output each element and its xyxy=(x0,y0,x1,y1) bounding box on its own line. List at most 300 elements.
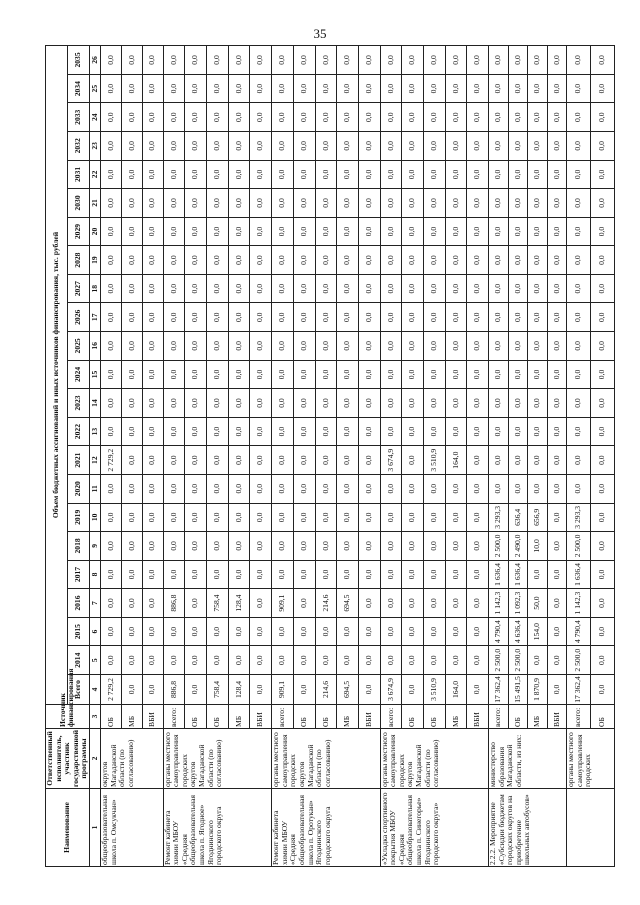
amount-cell: 0,0 xyxy=(100,417,121,446)
amount-cell: 0,0 xyxy=(508,160,527,189)
amount-cell: 0,0 xyxy=(207,446,229,475)
amount-cell: 0,0 xyxy=(358,417,380,446)
header-year: 2028 xyxy=(67,246,89,275)
amount-cell: 0,0 xyxy=(337,417,359,446)
header-year: 2022 xyxy=(67,417,89,446)
funding-source: всего: xyxy=(489,705,508,729)
amount-cell: 0,0 xyxy=(467,532,489,561)
amount-cell: 0,0 xyxy=(185,246,207,275)
rotated-table-wrapper xyxy=(45,45,607,867)
amount-cell: 0,0 xyxy=(100,217,121,246)
amount-cell: 0,0 xyxy=(293,560,315,589)
amount-cell: 0,0 xyxy=(402,532,424,561)
amount-cell: 0,0 xyxy=(445,560,467,589)
item-executor: органы местного самоуправления городских округов Магаданской области (по согласованию) xyxy=(272,729,380,789)
amount-cell: 0,0 xyxy=(528,217,547,246)
amount-cell: 0,0 xyxy=(185,360,207,389)
amount-cell: 0,0 xyxy=(467,503,489,532)
item-executor: округов Магаданской области (по согласованию) xyxy=(100,729,163,789)
item-executor: органы местного самоуправления городских xyxy=(567,729,615,789)
amount-cell: 0,0 xyxy=(250,389,272,418)
amount-cell: 0,0 xyxy=(590,675,614,705)
amount-cell: 0,0 xyxy=(489,274,508,303)
column-number: 10 xyxy=(89,503,100,532)
amount-cell: 0,0 xyxy=(185,160,207,189)
amount-cell: 0,0 xyxy=(293,74,315,103)
amount-cell: 0,0 xyxy=(121,189,142,218)
column-number: 2 xyxy=(89,729,100,789)
table-row xyxy=(489,46,508,867)
amount-cell: 0,0 xyxy=(272,217,294,246)
amount-cell: 0,0 xyxy=(467,389,489,418)
amount-cell: 0,0 xyxy=(528,303,547,332)
amount-cell: 15 491,5 xyxy=(508,675,527,705)
amount-cell: 0,0 xyxy=(163,74,185,103)
header-year: 2020 xyxy=(67,474,89,503)
amount-cell: 0,0 xyxy=(508,332,527,361)
amount-cell: 0,0 xyxy=(547,617,567,646)
column-number: 8 xyxy=(89,560,100,589)
amount-cell: 0,0 xyxy=(272,46,294,75)
amount-cell: 0,0 xyxy=(358,360,380,389)
budget-table xyxy=(45,45,615,867)
amount-cell: 0,0 xyxy=(337,503,359,532)
amount-cell: 0,0 xyxy=(100,389,121,418)
amount-cell: 0,0 xyxy=(121,74,142,103)
amount-cell: 0,0 xyxy=(163,274,185,303)
header-year: 2015 xyxy=(67,617,89,646)
amount-cell: 0,0 xyxy=(121,589,142,618)
amount-cell: 0,0 xyxy=(293,532,315,561)
column-number: 12 xyxy=(89,446,100,475)
amount-cell: 0,0 xyxy=(547,360,567,389)
amount-cell: 0,0 xyxy=(467,160,489,189)
amount-cell: 0,0 xyxy=(293,132,315,161)
amount-cell: 0,0 xyxy=(100,360,121,389)
amount-cell: 0,0 xyxy=(207,503,229,532)
amount-cell: 0,0 xyxy=(567,274,591,303)
amount-cell: 0,0 xyxy=(337,46,359,75)
funding-source: ВБИ xyxy=(358,705,380,729)
amount-cell: 0,0 xyxy=(142,446,163,475)
column-number: 15 xyxy=(89,360,100,389)
header-name: Наименование xyxy=(46,789,90,867)
column-number: 6 xyxy=(89,617,100,646)
funding-source: всего: xyxy=(380,705,402,729)
amount-cell: 0,0 xyxy=(358,74,380,103)
header-year: 2034 xyxy=(67,74,89,103)
amount-cell: 0,0 xyxy=(121,560,142,589)
amount-cell: 0,0 xyxy=(380,132,402,161)
amount-cell: 0,0 xyxy=(508,189,527,218)
amount-cell: 886,8 xyxy=(163,675,185,705)
amount-cell: 0,0 xyxy=(100,332,121,361)
amount-cell: 0,0 xyxy=(207,560,229,589)
amount-cell: 0,0 xyxy=(423,560,445,589)
funding-source: МБ xyxy=(528,705,547,729)
amount-cell: 2 500,0 xyxy=(567,532,591,561)
amount-cell: 0,0 xyxy=(402,46,424,75)
amount-cell: 0,0 xyxy=(228,646,250,675)
amount-cell: 0,0 xyxy=(142,675,163,705)
amount-cell: 0,0 xyxy=(142,589,163,618)
amount-cell: 0,0 xyxy=(445,274,467,303)
amount-cell: 0,0 xyxy=(207,617,229,646)
amount-cell: 0,0 xyxy=(380,360,402,389)
amount-cell: 0,0 xyxy=(207,303,229,332)
amount-cell: 0,0 xyxy=(445,217,467,246)
header-year: 2025 xyxy=(67,332,89,361)
amount-cell: 0,0 xyxy=(250,160,272,189)
header-row-top xyxy=(46,46,68,867)
amount-cell: 0,0 xyxy=(315,303,337,332)
amount-cell: 0,0 xyxy=(315,532,337,561)
column-number-row xyxy=(89,46,100,867)
amount-cell: 0,0 xyxy=(207,474,229,503)
amount-cell: 0,0 xyxy=(489,303,508,332)
amount-cell: 0,0 xyxy=(508,132,527,161)
amount-cell: 0,0 xyxy=(445,389,467,418)
amount-cell: 50,0 xyxy=(528,589,547,618)
amount-cell: 0,0 xyxy=(590,246,614,275)
amount-cell: 0,0 xyxy=(380,246,402,275)
amount-cell: 0,0 xyxy=(293,474,315,503)
amount-cell: 0,0 xyxy=(402,503,424,532)
amount-cell: 0,0 xyxy=(402,189,424,218)
amount-cell: 0,0 xyxy=(489,389,508,418)
amount-cell: 0,0 xyxy=(508,446,527,475)
amount-cell: 0,0 xyxy=(590,160,614,189)
amount-cell: 0,0 xyxy=(100,646,121,675)
amount-cell: 0,0 xyxy=(358,303,380,332)
amount-cell: 0,0 xyxy=(293,617,315,646)
amount-cell: 0,0 xyxy=(508,274,527,303)
amount-cell: 0,0 xyxy=(489,103,508,132)
amount-cell: 0,0 xyxy=(528,103,547,132)
header-year: 2026 xyxy=(67,303,89,332)
amount-cell: 0,0 xyxy=(142,103,163,132)
column-number: 3 xyxy=(89,705,100,729)
amount-cell: 0,0 xyxy=(142,189,163,218)
amount-cell: 0,0 xyxy=(590,646,614,675)
amount-cell: 0,0 xyxy=(293,274,315,303)
amount-cell: 2 729,2 xyxy=(100,675,121,705)
amount-cell: 0,0 xyxy=(590,303,614,332)
amount-cell: 0,0 xyxy=(185,503,207,532)
amount-cell: 0,0 xyxy=(250,417,272,446)
amount-cell: 0,0 xyxy=(567,389,591,418)
amount-cell: 0,0 xyxy=(547,446,567,475)
amount-cell: 0,0 xyxy=(528,132,547,161)
amount-cell: 0,0 xyxy=(337,246,359,275)
amount-cell: 0,0 xyxy=(272,360,294,389)
amount-cell: 0,0 xyxy=(402,675,424,705)
amount-cell: 0,0 xyxy=(228,246,250,275)
amount-cell: 0,0 xyxy=(337,303,359,332)
amount-cell: 0,0 xyxy=(423,389,445,418)
amount-cell: 0,0 xyxy=(467,217,489,246)
amount-cell: 0,0 xyxy=(590,617,614,646)
amount-cell: 0,0 xyxy=(528,417,547,446)
amount-cell: 0,0 xyxy=(445,160,467,189)
amount-cell: 0,0 xyxy=(100,246,121,275)
amount-cell: 10,0 xyxy=(528,532,547,561)
table-row xyxy=(380,46,402,867)
amount-cell: 0,0 xyxy=(528,74,547,103)
amount-cell: 2 500,0 xyxy=(489,532,508,561)
amount-cell: 0,0 xyxy=(402,389,424,418)
amount-cell: 0,0 xyxy=(337,274,359,303)
amount-cell: 0,0 xyxy=(142,417,163,446)
amount-cell: 2 500,0 xyxy=(508,646,527,675)
amount-cell: 0,0 xyxy=(250,589,272,618)
amount-cell: 0,0 xyxy=(489,360,508,389)
amount-cell: 0,0 xyxy=(380,189,402,218)
amount-cell: 0,0 xyxy=(358,560,380,589)
amount-cell: 0,0 xyxy=(567,332,591,361)
amount-cell: 0,0 xyxy=(315,474,337,503)
amount-cell: 0,0 xyxy=(337,332,359,361)
amount-cell: 0,0 xyxy=(121,274,142,303)
amount-cell: 0,0 xyxy=(380,332,402,361)
amount-cell: 0,0 xyxy=(380,532,402,561)
amount-cell: 0,0 xyxy=(250,274,272,303)
amount-cell: 0,0 xyxy=(528,246,547,275)
header-funding-group: Объем бюджетных ассигнований и иных источников финансирования, тыс. рублей xyxy=(46,46,68,705)
amount-cell: 0,0 xyxy=(380,389,402,418)
amount-cell: 0,0 xyxy=(121,132,142,161)
amount-cell: 0,0 xyxy=(528,360,547,389)
amount-cell: 0,0 xyxy=(358,46,380,75)
amount-cell: 0,0 xyxy=(207,417,229,446)
amount-cell: 0,0 xyxy=(445,360,467,389)
amount-cell: 0,0 xyxy=(228,132,250,161)
amount-cell: 0,0 xyxy=(337,560,359,589)
amount-cell: 0,0 xyxy=(272,617,294,646)
amount-cell: 0,0 xyxy=(337,189,359,218)
amount-cell: 0,0 xyxy=(445,332,467,361)
amount-cell: 0,0 xyxy=(380,274,402,303)
amount-cell: 0,0 xyxy=(315,103,337,132)
amount-cell: 0,0 xyxy=(163,246,185,275)
amount-cell: 0,0 xyxy=(423,360,445,389)
amount-cell: 0,0 xyxy=(380,303,402,332)
amount-cell: 0,0 xyxy=(445,646,467,675)
amount-cell: 0,0 xyxy=(423,332,445,361)
amount-cell: 0,0 xyxy=(121,474,142,503)
amount-cell: 0,0 xyxy=(402,103,424,132)
column-number: 1 xyxy=(89,789,100,867)
amount-cell: 0,0 xyxy=(380,560,402,589)
funding-source: ВБИ xyxy=(250,705,272,729)
amount-cell: 0,0 xyxy=(121,646,142,675)
amount-cell: 0,0 xyxy=(272,274,294,303)
amount-cell: 0,0 xyxy=(423,589,445,618)
amount-cell: 0,0 xyxy=(337,160,359,189)
amount-cell: 758,4 xyxy=(207,675,229,705)
amount-cell: 0,0 xyxy=(567,160,591,189)
amount-cell: 0,0 xyxy=(315,274,337,303)
amount-cell: 0,0 xyxy=(228,503,250,532)
amount-cell: 0,0 xyxy=(423,474,445,503)
amount-cell: 0,0 xyxy=(337,217,359,246)
amount-cell: 0,0 xyxy=(467,246,489,275)
amount-cell: 0,0 xyxy=(590,589,614,618)
table-row xyxy=(272,46,294,867)
amount-cell: 0,0 xyxy=(508,360,527,389)
amount-cell: 0,0 xyxy=(207,132,229,161)
amount-cell: 694,5 xyxy=(337,589,359,618)
amount-cell: 0,0 xyxy=(163,332,185,361)
amount-cell: 0,0 xyxy=(121,103,142,132)
amount-cell: 0,0 xyxy=(467,189,489,218)
amount-cell: 0,0 xyxy=(185,646,207,675)
amount-cell: 0,0 xyxy=(185,675,207,705)
amount-cell: 0,0 xyxy=(163,389,185,418)
amount-cell: 909,1 xyxy=(272,675,294,705)
amount-cell: 0,0 xyxy=(508,46,527,75)
table-row xyxy=(567,46,591,867)
amount-cell: 0,0 xyxy=(508,74,527,103)
amount-cell: 0,0 xyxy=(250,360,272,389)
amount-cell: 0,0 xyxy=(228,560,250,589)
funding-source: всего: xyxy=(272,705,294,729)
amount-cell: 0,0 xyxy=(423,417,445,446)
amount-cell: 0,0 xyxy=(445,303,467,332)
amount-cell: 4 790,4 xyxy=(567,617,591,646)
amount-cell: 0,0 xyxy=(489,474,508,503)
amount-cell: 0,0 xyxy=(293,217,315,246)
amount-cell: 0,0 xyxy=(337,132,359,161)
amount-cell: 0,0 xyxy=(315,246,337,275)
amount-cell: 0,0 xyxy=(423,303,445,332)
amount-cell: 0,0 xyxy=(185,132,207,161)
amount-cell: 0,0 xyxy=(423,160,445,189)
amount-cell: 0,0 xyxy=(567,474,591,503)
funding-source: МБ xyxy=(337,705,359,729)
amount-cell: 0,0 xyxy=(293,589,315,618)
amount-cell: 0,0 xyxy=(337,74,359,103)
amount-cell: 0,0 xyxy=(293,46,315,75)
funding-source: ОБ xyxy=(100,705,121,729)
amount-cell: 0,0 xyxy=(100,103,121,132)
item-name: общеобразовательная школа п. Омсукчан» xyxy=(100,789,163,867)
amount-cell: 0,0 xyxy=(402,417,424,446)
amount-cell: 0,0 xyxy=(163,503,185,532)
amount-cell: 0,0 xyxy=(337,532,359,561)
amount-cell: 0,0 xyxy=(207,389,229,418)
amount-cell: 0,0 xyxy=(467,646,489,675)
amount-cell: 0,0 xyxy=(163,446,185,475)
amount-cell: 0,0 xyxy=(142,617,163,646)
header-year: 2030 xyxy=(67,189,89,218)
column-number: 24 xyxy=(89,103,100,132)
amount-cell: 0,0 xyxy=(185,303,207,332)
amount-cell: 0,0 xyxy=(547,332,567,361)
amount-cell: 0,0 xyxy=(528,389,547,418)
amount-cell: 214,6 xyxy=(315,589,337,618)
amount-cell: 0,0 xyxy=(380,417,402,446)
table-row xyxy=(163,46,185,867)
amount-cell: 0,0 xyxy=(402,617,424,646)
amount-cell: 0,0 xyxy=(100,617,121,646)
amount-cell: 17 362,4 xyxy=(567,675,591,705)
amount-cell: 0,0 xyxy=(272,246,294,275)
amount-cell: 0,0 xyxy=(207,46,229,75)
amount-cell: 0,0 xyxy=(358,189,380,218)
amount-cell: 0,0 xyxy=(423,503,445,532)
amount-cell: 0,0 xyxy=(315,617,337,646)
amount-cell: 0,0 xyxy=(121,446,142,475)
funding-source: ОБ xyxy=(402,705,424,729)
header-year: 2029 xyxy=(67,217,89,246)
amount-cell: 0,0 xyxy=(121,389,142,418)
funding-source: МБ xyxy=(121,705,142,729)
amount-cell: 0,0 xyxy=(315,132,337,161)
amount-cell: 0,0 xyxy=(358,132,380,161)
amount-cell: 1 870,9 xyxy=(528,675,547,705)
amount-cell: 909,1 xyxy=(272,589,294,618)
amount-cell: 2 490,0 xyxy=(508,532,527,561)
amount-cell: 0,0 xyxy=(272,532,294,561)
amount-cell: 0,0 xyxy=(489,132,508,161)
amount-cell: 128,4 xyxy=(228,675,250,705)
amount-cell: 0,0 xyxy=(272,389,294,418)
amount-cell: 0,0 xyxy=(250,617,272,646)
amount-cell: 0,0 xyxy=(528,160,547,189)
header-source: Источник финансирования xyxy=(46,705,90,729)
amount-cell: 0,0 xyxy=(315,74,337,103)
amount-cell: 0,0 xyxy=(228,160,250,189)
amount-cell: 0,0 xyxy=(185,532,207,561)
header-year: 2023 xyxy=(67,389,89,418)
column-number: 20 xyxy=(89,217,100,246)
amount-cell: 0,0 xyxy=(207,646,229,675)
amount-cell: 0,0 xyxy=(163,617,185,646)
amount-cell: 0,0 xyxy=(567,189,591,218)
table-row xyxy=(100,46,121,867)
amount-cell: 0,0 xyxy=(445,132,467,161)
amount-cell: 1 636,4 xyxy=(489,560,508,589)
funding-source: МБ xyxy=(445,705,467,729)
amount-cell: 0,0 xyxy=(185,217,207,246)
column-number: 23 xyxy=(89,132,100,161)
amount-cell: 154,0 xyxy=(528,617,547,646)
amount-cell: 0,0 xyxy=(528,274,547,303)
amount-cell: 0,0 xyxy=(337,360,359,389)
amount-cell: 0,0 xyxy=(590,332,614,361)
amount-cell: 0,0 xyxy=(445,46,467,75)
amount-cell: 0,0 xyxy=(100,132,121,161)
amount-cell: 0,0 xyxy=(250,303,272,332)
amount-cell: 0,0 xyxy=(358,474,380,503)
amount-cell: 0,0 xyxy=(358,160,380,189)
funding-source: ВБИ xyxy=(547,705,567,729)
amount-cell: 0,0 xyxy=(547,646,567,675)
amount-cell: 0,0 xyxy=(423,189,445,218)
amount-cell: 0,0 xyxy=(163,132,185,161)
amount-cell: 0,0 xyxy=(467,103,489,132)
amount-cell: 0,0 xyxy=(590,389,614,418)
amount-cell: 0,0 xyxy=(185,560,207,589)
amount-cell: 0,0 xyxy=(547,560,567,589)
funding-source: ОБ xyxy=(185,705,207,729)
amount-cell: 0,0 xyxy=(185,46,207,75)
amount-cell: 0,0 xyxy=(228,74,250,103)
amount-cell: 0,0 xyxy=(228,360,250,389)
amount-cell: 0,0 xyxy=(315,46,337,75)
amount-cell: 0,0 xyxy=(293,246,315,275)
